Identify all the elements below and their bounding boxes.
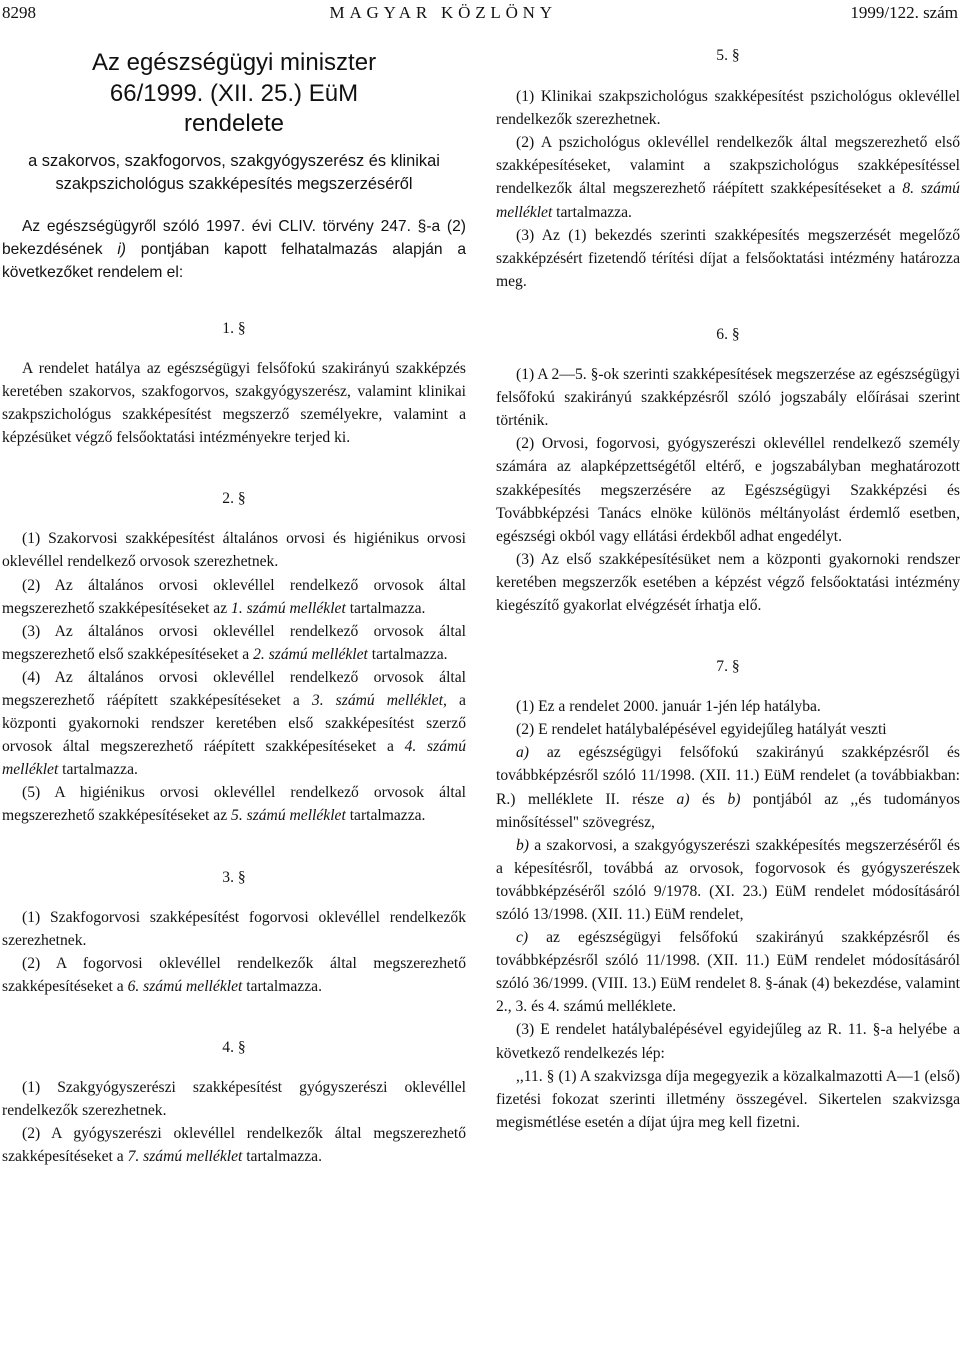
- s2-p5: (5) A higiénikus orvosi oklevéllel rendelkező orvosok által megszerezhető szakképesítéseket az 5. számú melléklet tartalmazza.: [2, 784, 466, 825]
- s7-p2: (2) E rendelet hatálybalépésével egyidejűleg hatályát veszti: [516, 721, 887, 739]
- section-heading-1: 1. §: [222, 319, 246, 337]
- section-heading-3: 3. §: [222, 868, 246, 886]
- s6-p1: (1) A 2—5. §-ok szerinti szakképesítések megszerzése az egészségügyi felsőfokú szakirányú szakképzésről szóló jogszabály előírásai szerint történik.: [496, 366, 960, 430]
- s4-p2: (2) A gyógyszerészi oklevéllel rendelkezők által megszerezhető szakképesítéseket a 7. számú melléklet tartalmazza.: [2, 1125, 466, 1166]
- s7-p1: (1) Ez a rendelet 2000. január 1-jén lép hatályba.: [516, 698, 821, 716]
- issue-number: 1999/122. szám: [850, 3, 958, 22]
- decree-subtitle: a szakorvos, szakfogorvos, szakgyógyszerész és klinikai szakpszichológus szakképesítés megszerzéséről: [28, 151, 440, 193]
- s3-p1: (1) Szakfogorvosi szakképesítést fogorvosi oklevéllel rendelkezők szerezhetnek.: [2, 908, 466, 949]
- s7-item-c: c) az egészségügyi felsőfokú szakirányú szakképzésről és továbbképzésről szóló 11/1998. (XII. 11.) EüM rendelet módosításáról szóló 36/1999. (VIII. 13.) EüM rendelet 8. §-ának (4) bekezdése, valamint 2., 3. és 4. számú melléklete.: [496, 929, 960, 1016]
- section-1-text: A rendelet hatálya az egészségügyi felsőfokú szakirányú szakképzés keretében szakorvos, szakfogorvos, szakgyógyszerész, valamint klinikai szakpszichológus szakképesítést megszerző személyekre, valamint a képzésüket végző felsőoktatási intézményekre terjed ki.: [2, 359, 466, 447]
- s2-p4: (4) Az általános orvosi oklevéllel rendelkező orvosok által megszerezhető ráépített szakképesítéseket a 3. számú melléklet, a központi gyakornoki rendszer keretében első szakképesítést szerző orvosok által megszerezhető ráépített szakképesítéseket a 4. számú melléklet tartalmazza.: [2, 668, 466, 779]
- section-heading-5: 5. §: [716, 47, 740, 64]
- page-number: 8298: [2, 3, 36, 22]
- s3-p2: (2) A fogorvosi oklevéllel rendelkezők által megszerezhető szakképesítéseket a 6. számú melléklet tartalmazza.: [2, 954, 466, 995]
- page-header: [2, 3, 958, 27]
- s7-item-b: b) a szakorvosi, a szakgyógyszerészi szakképesítés megszerzéséről és a képesítésről, továbbá az orvosok, fogorvosok és gyógyszerészek továbbképzéséről szóló 9/1978. (XI. 23.) EüM rendelet módosításáról szóló 13/1998. (XII. 11.) EüM rendelet,: [496, 836, 960, 923]
- preamble: Az egészségügyről szóló 1997. évi CLIV. törvény 247. §-a (2) bekezdésének i) pontjában kapott felhatalmazás alapján a következőket rendelem el:: [2, 217, 466, 281]
- s2-p2: (2) Az általános orvosi oklevéllel rendelkező orvosok által megszerezhető szakképesítéseket az 1. számú melléklet tartalmazza.: [2, 576, 466, 617]
- s6-p2: (2) Orvosi, fogorvosi, gyógyszerészi oklevéllel rendelkező személy számára az alapképzettségétől eltérő, e jogszabályban meghatározott szakképesítés megszerzésére az Egészségügyi Szakképzési és Továbbképzési Tanács elnöke különös méltányolást érdemlő esetben, egészségi okból vagy ellátási érdekből adhat engedélyt.: [496, 435, 960, 545]
- s5-p1: (1) Klinikai szakpszichológus szakképesítést pszichológus oklevéllel rendelkezők szerezhetnek.: [496, 88, 960, 129]
- right-column: [496, 44, 960, 1134]
- s7-quote: ,,11. § (1) A szakvizsga díja megegyezik a közalkalmazotti A—1 (első) fizetési fokozat szerinti illetmény összegével. Sikertelen szakvizsga megismétlése esetén a díjat újra meg kell fizetni.: [496, 1067, 960, 1131]
- section-heading-7: 7. §: [716, 658, 740, 676]
- section-heading-4: 4. §: [222, 1039, 246, 1057]
- s2-p1: (1) Szakorvosi szakképesítést általános orvosi és higiénikus orvosi oklevéllel rendelkező orvosok szerezhetnek.: [2, 530, 466, 571]
- s4-p1: (1) Szakgyógyszerészi szakképesítést gyógyszerészi oklevéllel rendelkezők szerezhetnek.: [2, 1079, 466, 1120]
- s2-p3: (3) Az általános orvosi oklevéllel rendelkező orvosok által megszerezhető első szakképesítéseket a 2. számú melléklet tartalmazza.: [2, 622, 466, 663]
- publication-name: MAGYAR KÖZLÖNY: [329, 3, 557, 22]
- left-column: [2, 44, 466, 1169]
- s6-p3: (3) Az első szakképesítésüket nem a központi gyakornoki rendszer keretében megszerzők esetében a képzést végző felsőoktatási intézmény kiegészítő gyakorlat elvégzését írhatja elő.: [496, 550, 960, 614]
- s5-p2: (2) A pszichológus oklevéllel rendelkezők által megszerezhető első szakképesítéseket, valamint a szakpszichológus szakképesítéssel rendelkezők által megszerezhető ráépített szakképesítéseket a 8. számú melléklet tartalmazza.: [496, 134, 960, 221]
- decree-title: Az egészségügyi miniszter 66/1999. (XII. 25.) EüM rendelete: [91, 49, 377, 137]
- s7-p3: (3) E rendelet hatálybalépésével egyidejűleg az R. 11. §-a helyébe a következő rendelkezés lép:: [496, 1021, 960, 1062]
- s5-p3: (3) Az (1) bekezdés szerinti szakképesítés megszerzését megelőző szakképzésért fizetendő térítési díjat a felsőoktatási intézmény határozza meg.: [496, 226, 960, 290]
- s7-item-a: a) az egészségügyi felsőfokú szakirányú szakképzésről és továbbképzésről szóló 11/1998. (XII. 11.) EüM rendelet (a továbbiakban: R.) melléklete II. része a) és b) pontjából az ,,és tudományos minősítéssel'' szövegrész,: [496, 744, 960, 831]
- section-heading-2: 2. §: [222, 490, 246, 508]
- section-heading-6: 6. §: [716, 325, 740, 343]
